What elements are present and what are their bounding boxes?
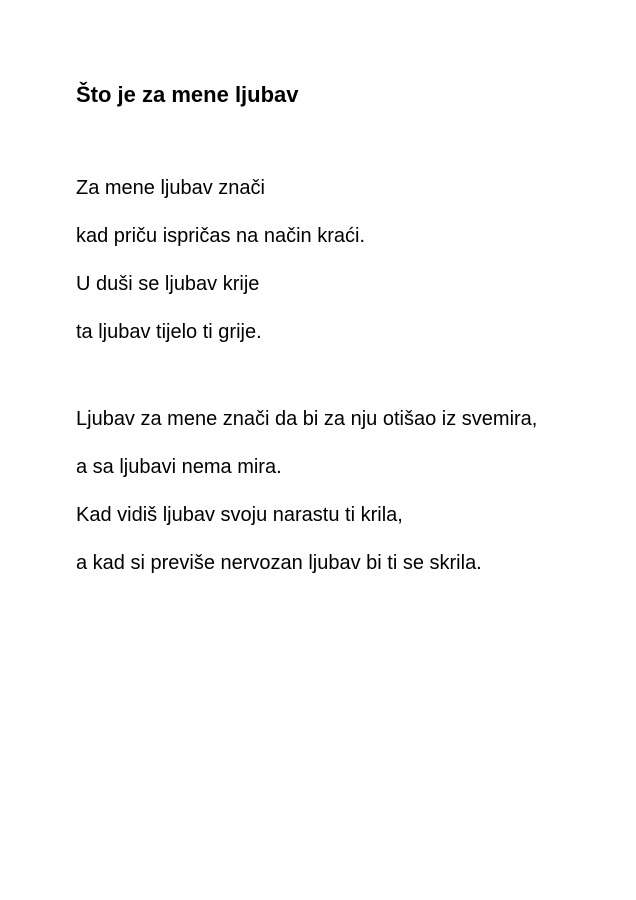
poem-line: a kad si previše nervozan ljubav bi ti se skrila. [76, 552, 482, 574]
poem-line: U duši se ljubav krije [76, 273, 260, 295]
poem-line: a sa ljubavi nema mira. [76, 456, 282, 478]
poem-line: ta ljubav tijelo ti grije. [76, 321, 262, 343]
poem-line: Za mene ljubav znači [76, 177, 265, 199]
poem-line: kad priču ispričas na način kraći. [76, 225, 366, 247]
poem-title: Što je za mene ljubav [76, 82, 299, 107]
stanza-2 [76, 405, 576, 597]
poem-line: Kad vidiš ljubav svoju narastu ti krila, [76, 504, 403, 526]
stanza-1 [76, 174, 576, 366]
poem-line: Ljubav za mene znači da bi za nju otišao iz svemira, [76, 408, 538, 430]
